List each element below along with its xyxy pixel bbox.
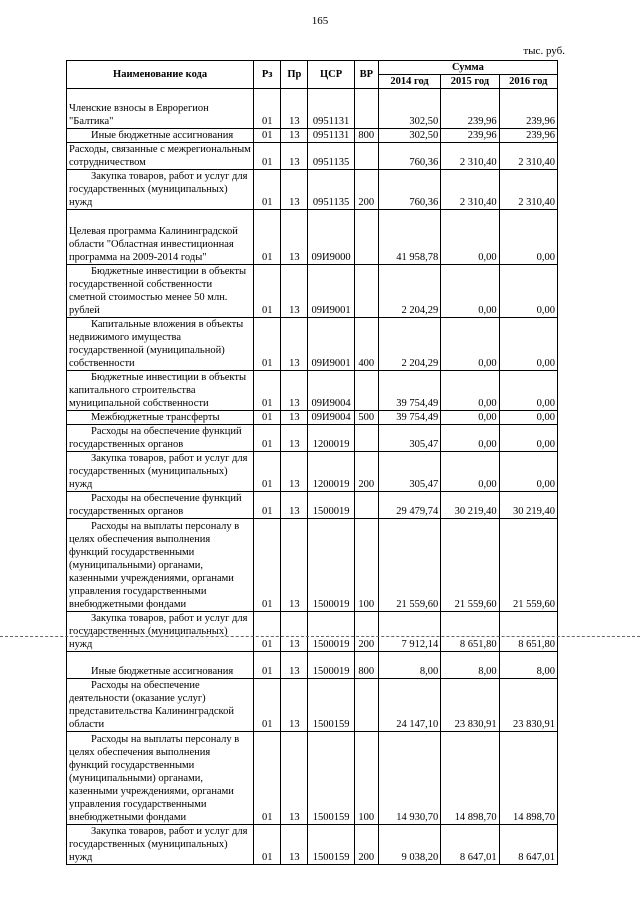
header-2015: 2015 год: [441, 75, 499, 89]
row-name-cell: [67, 492, 254, 519]
row-vr-cell: [354, 371, 378, 411]
row-name-cell: [67, 89, 254, 129]
row-vr-cell: [354, 425, 378, 452]
row-csr-cell: 1500159: [308, 825, 354, 865]
row-2016-cell: 14 898,70: [499, 732, 557, 825]
row-name-text: Закупка товаров, работ и услуг для государственных (муниципальных) нужд: [69, 613, 248, 650]
row-2014-cell: 760,36: [378, 143, 440, 170]
row-name-text: Иные бюджетные ассигнования: [91, 130, 234, 141]
row-name-cell: [67, 519, 254, 612]
row-csr-cell: 1500019: [308, 612, 354, 652]
row-2015-cell: 8,00: [441, 652, 499, 679]
row-name-text: Расходы, связанные с межрегиональным сотрудничеством: [69, 144, 251, 168]
row-name-text: Расходы на выплаты персоналу в целях обеспечения выполнения функций государственными (муниципальными) органами, казенными учреждениями, органами управления государственными внебюджетными фондами: [69, 521, 240, 610]
header-2014: 2014 год: [378, 75, 440, 89]
table-row: [67, 452, 558, 492]
table-row: [67, 318, 558, 371]
table-row: [67, 612, 558, 652]
row-2016-cell: 0,00: [499, 210, 557, 265]
row-rz-cell: 01: [254, 612, 281, 652]
row-vr-cell: 800: [354, 652, 378, 679]
row-2015-cell: 239,96: [441, 129, 499, 143]
row-2015-cell: 0,00: [441, 425, 499, 452]
row-pr-cell: 13: [281, 825, 308, 865]
row-2014-cell: 302,50: [378, 129, 440, 143]
row-2014-cell: 9 038,20: [378, 825, 440, 865]
row-name-cell: [67, 679, 254, 732]
row-rz-cell: 01: [254, 265, 281, 318]
row-2016-cell: 8 651,80: [499, 612, 557, 652]
row-name-text: Закупка товаров, работ и услуг для государственных (муниципальных) нужд: [69, 453, 248, 490]
row-pr-cell: 13: [281, 492, 308, 519]
row-2014-cell: 7 912,14: [378, 612, 440, 652]
row-csr-cell: 0951135: [308, 170, 354, 210]
row-2014-cell: 24 147,10: [378, 679, 440, 732]
row-csr-cell: 1200019: [308, 452, 354, 492]
row-name-text: Межбюджетные трансферты: [91, 412, 220, 423]
row-2015-cell: 0,00: [441, 411, 499, 425]
table-row: [67, 519, 558, 612]
budget-table: [66, 60, 558, 865]
row-pr-cell: 13: [281, 318, 308, 371]
row-name-cell: [67, 732, 254, 825]
table-row: [67, 265, 558, 318]
row-2015-cell: 21 559,60: [441, 519, 499, 612]
row-2015-cell: 8 651,80: [441, 612, 499, 652]
row-name-cell: [67, 452, 254, 492]
row-rz-cell: 01: [254, 143, 281, 170]
row-2014-cell: 41 958,78: [378, 210, 440, 265]
table-row: [67, 371, 558, 411]
row-name-text: Иные бюджетные ассигнования: [91, 666, 234, 677]
row-name-cell: [67, 318, 254, 371]
row-name-cell: [67, 170, 254, 210]
header-pr: Пр: [281, 61, 308, 89]
row-csr-cell: 09И9001: [308, 318, 354, 371]
row-2015-cell: 23 830,91: [441, 679, 499, 732]
row-vr-cell: 200: [354, 825, 378, 865]
row-rz-cell: 01: [254, 679, 281, 732]
row-name-text: Расходы на обеспечение функций государственных органов: [69, 426, 242, 450]
row-csr-cell: 09И9000: [308, 210, 354, 265]
row-2016-cell: 2 310,40: [499, 143, 557, 170]
row-vr-cell: 500: [354, 411, 378, 425]
row-csr-cell: 09И9001: [308, 265, 354, 318]
header-2016: 2016 год: [499, 75, 557, 89]
row-2016-cell: 8 647,01: [499, 825, 557, 865]
row-rz-cell: 01: [254, 452, 281, 492]
row-pr-cell: 13: [281, 732, 308, 825]
row-name-cell: [67, 411, 254, 425]
row-csr-cell: 09И9004: [308, 411, 354, 425]
row-2015-cell: 0,00: [441, 452, 499, 492]
row-rz-cell: 01: [254, 652, 281, 679]
row-2015-cell: 239,96: [441, 89, 499, 129]
row-rz-cell: 01: [254, 371, 281, 411]
row-rz-cell: 01: [254, 825, 281, 865]
row-2014-cell: 29 479,74: [378, 492, 440, 519]
table-row: [67, 825, 558, 865]
row-csr-cell: 09И9004: [308, 371, 354, 411]
row-2015-cell: 30 219,40: [441, 492, 499, 519]
table-row: [67, 143, 558, 170]
row-name-cell: [67, 652, 254, 679]
row-vr-cell: [354, 210, 378, 265]
row-2016-cell: 0,00: [499, 425, 557, 452]
row-pr-cell: 13: [281, 425, 308, 452]
table-body: [67, 89, 558, 865]
row-2015-cell: 0,00: [441, 371, 499, 411]
row-2016-cell: 21 559,60: [499, 519, 557, 612]
row-rz-cell: 01: [254, 170, 281, 210]
row-name-text: Расходы на выплаты персоналу в целях обеспечения выполнения функций государственными (муниципальными) органами, казенными учреждениями, органами управления государственными внебюджетными фондами: [69, 734, 240, 823]
row-vr-cell: 200: [354, 612, 378, 652]
row-pr-cell: 13: [281, 519, 308, 612]
header-vr: ВР: [354, 61, 378, 89]
row-2016-cell: 239,96: [499, 89, 557, 129]
row-2014-cell: 302,50: [378, 89, 440, 129]
row-2014-cell: 14 930,70: [378, 732, 440, 825]
row-2014-cell: 39 754,49: [378, 411, 440, 425]
row-name-cell: [67, 612, 254, 652]
row-2014-cell: 760,36: [378, 170, 440, 210]
row-2016-cell: 23 830,91: [499, 679, 557, 732]
row-2014-cell: 305,47: [378, 452, 440, 492]
row-csr-cell: 0951131: [308, 89, 354, 129]
row-name-text: Бюджетные инвестиции в объекты капитального строительства муниципальной собственности: [69, 372, 247, 409]
row-csr-cell: 1500019: [308, 519, 354, 612]
row-vr-cell: 400: [354, 318, 378, 371]
row-name-cell: [67, 825, 254, 865]
table-row: [67, 170, 558, 210]
row-2016-cell: 30 219,40: [499, 492, 557, 519]
row-name-cell: [67, 265, 254, 318]
row-rz-cell: 01: [254, 519, 281, 612]
row-vr-cell: 100: [354, 732, 378, 825]
table-row: [67, 652, 558, 679]
row-rz-cell: 01: [254, 89, 281, 129]
row-rz-cell: 01: [254, 210, 281, 265]
row-2016-cell: 0,00: [499, 452, 557, 492]
table-row: [67, 129, 558, 143]
row-2016-cell: 239,96: [499, 129, 557, 143]
row-vr-cell: 100: [354, 519, 378, 612]
row-name-text: Бюджетные инвестиции в объекты государственной собственности сметной стоимостью менее 50 млн. рублей: [69, 266, 247, 316]
page-number: 165: [311, 15, 329, 27]
row-pr-cell: 13: [281, 612, 308, 652]
row-pr-cell: 13: [281, 411, 308, 425]
row-2015-cell: 8 647,01: [441, 825, 499, 865]
row-name-cell: [67, 143, 254, 170]
row-2015-cell: 2 310,40: [441, 143, 499, 170]
scan-fold-line: [0, 636, 640, 637]
row-pr-cell: 13: [281, 652, 308, 679]
row-name-text: Капитальные вложения в объекты недвижимого имущества государственной (муниципальной) собственности: [69, 319, 244, 369]
row-csr-cell: 1500019: [308, 652, 354, 679]
row-pr-cell: 13: [281, 170, 308, 210]
row-csr-cell: 1500159: [308, 679, 354, 732]
row-csr-cell: 1500159: [308, 732, 354, 825]
units-label: тыс. руб.: [523, 45, 565, 57]
row-pr-cell: 13: [281, 371, 308, 411]
row-csr-cell: 0951135: [308, 143, 354, 170]
row-name-cell: [67, 129, 254, 143]
header-csr: ЦСР: [308, 61, 354, 89]
row-2015-cell: 14 898,70: [441, 732, 499, 825]
row-2015-cell: 0,00: [441, 265, 499, 318]
row-2014-cell: 2 204,29: [378, 318, 440, 371]
row-name-text: Членские взносы в Еврорегион "Балтика": [69, 103, 209, 127]
table-row: [67, 89, 558, 129]
row-csr-cell: 1500019: [308, 492, 354, 519]
row-name-cell: [67, 425, 254, 452]
row-pr-cell: 13: [281, 679, 308, 732]
row-csr-cell: 0951131: [308, 129, 354, 143]
row-name-text: Расходы на обеспечение деятельности (оказание услуг) представительства Калининградской области: [69, 680, 234, 730]
row-2016-cell: 0,00: [499, 371, 557, 411]
row-2016-cell: 0,00: [499, 265, 557, 318]
row-2014-cell: 2 204,29: [378, 265, 440, 318]
row-vr-cell: 800: [354, 129, 378, 143]
row-2016-cell: 0,00: [499, 411, 557, 425]
header-rz: Рз: [254, 61, 281, 89]
table-row: [67, 492, 558, 519]
row-vr-cell: [354, 679, 378, 732]
table-row: [67, 679, 558, 732]
row-2014-cell: 8,00: [378, 652, 440, 679]
row-2016-cell: 8,00: [499, 652, 557, 679]
row-vr-cell: [354, 89, 378, 129]
row-vr-cell: [354, 265, 378, 318]
row-2015-cell: 0,00: [441, 318, 499, 371]
row-pr-cell: 13: [281, 89, 308, 129]
row-pr-cell: 13: [281, 210, 308, 265]
row-vr-cell: 200: [354, 170, 378, 210]
row-2016-cell: 2 310,40: [499, 170, 557, 210]
row-csr-cell: 1200019: [308, 425, 354, 452]
row-vr-cell: [354, 143, 378, 170]
row-2014-cell: 305,47: [378, 425, 440, 452]
row-name-text: Целевая программа Калининградской области "Областная инвестиционная программа на 2009-2014 годы": [69, 226, 238, 263]
row-name-cell: [67, 371, 254, 411]
table-row: [67, 425, 558, 452]
row-rz-cell: 01: [254, 492, 281, 519]
row-name-text: Закупка товаров, работ и услуг для государственных (муниципальных) нужд: [69, 826, 248, 863]
row-2014-cell: 21 559,60: [378, 519, 440, 612]
header-name: Наименование кода: [67, 61, 254, 89]
row-pr-cell: 13: [281, 129, 308, 143]
row-name-cell: [67, 210, 254, 265]
table-row: [67, 210, 558, 265]
row-rz-cell: 01: [254, 425, 281, 452]
row-pr-cell: 13: [281, 452, 308, 492]
table-row: [67, 732, 558, 825]
row-rz-cell: 01: [254, 732, 281, 825]
row-pr-cell: 13: [281, 143, 308, 170]
row-rz-cell: 01: [254, 411, 281, 425]
row-rz-cell: 01: [254, 129, 281, 143]
header-sum: Сумма: [378, 61, 557, 75]
row-rz-cell: 01: [254, 318, 281, 371]
row-2015-cell: 0,00: [441, 210, 499, 265]
row-2016-cell: 0,00: [499, 318, 557, 371]
row-vr-cell: [354, 492, 378, 519]
row-name-text: Закупка товаров, работ и услуг для государственных (муниципальных) нужд: [69, 171, 248, 208]
row-vr-cell: 200: [354, 452, 378, 492]
row-pr-cell: 13: [281, 265, 308, 318]
row-2015-cell: 2 310,40: [441, 170, 499, 210]
row-name-text: Расходы на обеспечение функций государственных органов: [69, 493, 242, 517]
table-row: [67, 411, 558, 425]
row-2014-cell: 39 754,49: [378, 371, 440, 411]
